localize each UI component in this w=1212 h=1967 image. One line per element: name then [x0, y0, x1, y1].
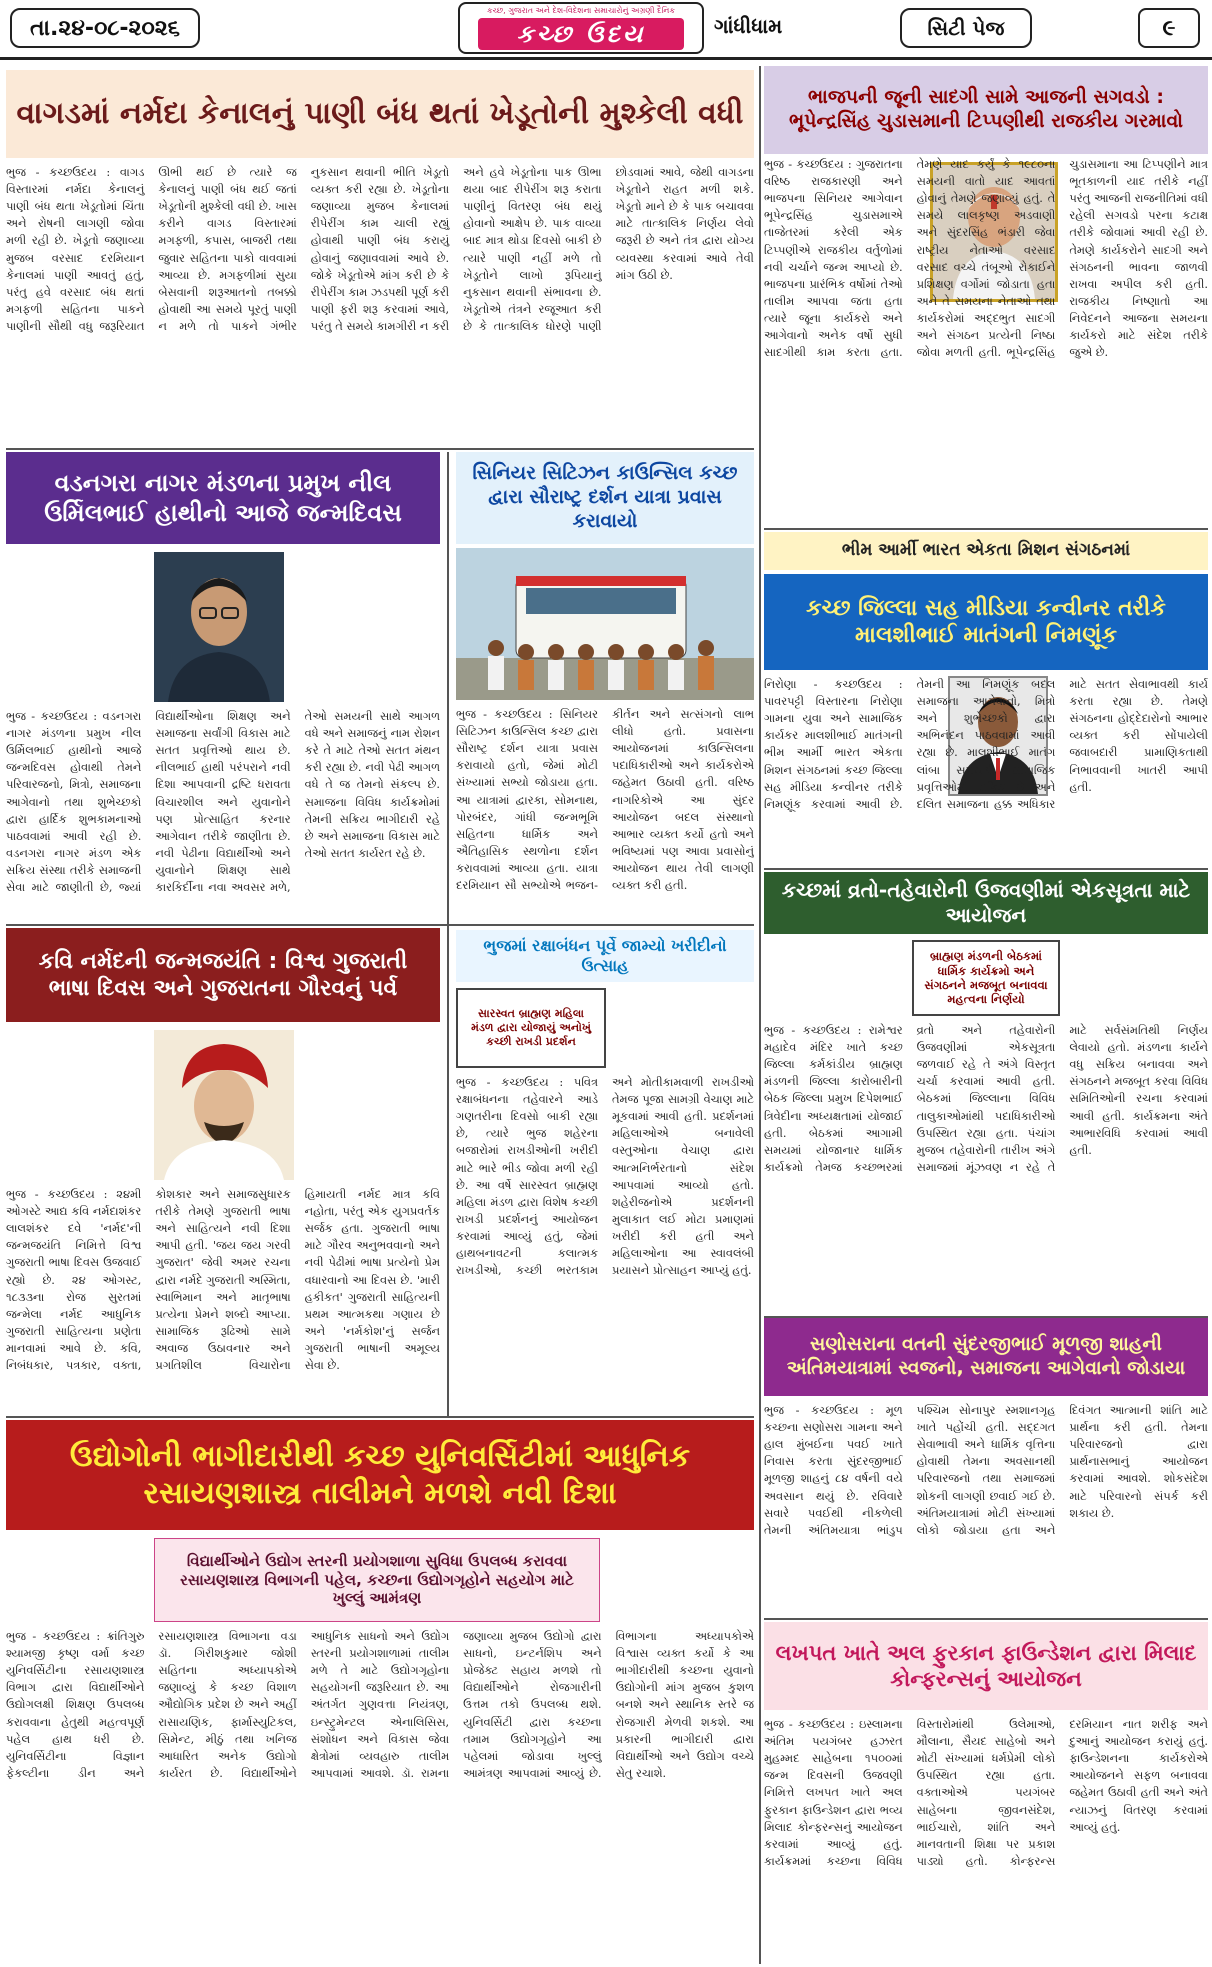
- bhupendrasinh-headline: ભાજપની જૂની સાદગી સામે આજની સગવડો : ભૂપેન્દ્રસિંહ ચુડાસમાની ટિપ્પણીથી રાજકીય ગરમાવો: [764, 66, 1208, 154]
- bhim-army-kicker: ભીમ આર્મી ભારત એકતા મિશન સંગઠનમાં: [764, 532, 1208, 570]
- nagar-mandal-headline: વડનગરા નાગર મંડળના પ્રમુખ નીલ ઉર્મિલભાઈ હાથીનો આજે જન્મદિવસ: [6, 452, 440, 544]
- senior-citizen-headline: સિનિયર સિટિઝન કાઉન્સિલ કચ્છ દ્વારા સૌરાષ્ટ્ર દર્શન યાત્રા પ્રવાસ કરાવાયો: [456, 452, 754, 544]
- page-number: ૯: [1138, 8, 1200, 48]
- narmada-body: ભુજ - કચ્છઉદય : વાગડ વિસ્તારમાં નર્મદા કેનાલનું પાણી બંધ થતા ખેડૂતોમાં ચિંતા અને રોષની લાગણી જોવા મળી રહી છે. ખેડૂતો જણાવ્યા મુજબ વરસાદ દરમિયાન કેનાલમાં પાણી આવતું હતું, પરંતુ હવે વરસાદ બંધ થતાં મગફળી સહિતના પાકને પાણીની સૌથી વધુ જરૂરિયાત ઊભી થઈ છે ત્યારે જ કેનાલનું પાણી બંધ થઈ જતાં ખેડૂતોની મુશ્કેલી વધી છે. ખાસ કરીને વાગડ વિસ્તારમાં મગફળી, કપાસ, બાજરી તથા જુવાર સહિતના પાકો વાવવામાં આવ્યા છે. મગફળીમાં સુયા બેસવાની શરૂઆતનો તબક્કો હોવાથી આ સમયે પૂરતું પાણી ન મળે તો પાકને ગંભીર નુકસાન થવાની ભીતિ ખેડૂતો વ્યક્ત કરી રહ્યા છે. ખેડૂતોના જણાવ્યા મુજબ કેનાલમાં રીપેરીંગ કામ ચાલી રહ્યું હોવાથી પાણી બંધ કરાયું હોવાનું જણાવવામાં આવે છે. જોકે ખેડૂતોએ માંગ કરી છે કે રીપેરીંગ કામ ઝડપથી પૂર્ણ કરી પાણી ફરી શરૂ કરવામાં આવે, પરંતુ તે સમયે કામગીરી ન કરી અને હવે ખેડૂતોના પાક ઊભા થયા બાદ રીપેરીંગ શરૂ કરાતા પાણીનું વિતરણ બંધ થયું હોવાનો આક્ષેપ છે. પાક વાવ્યા બાદ માત્ર થોડા દિવસો બાકી છે ત્યારે પાણી નહીં મળે તો ખેડૂતોને લાખો રૂપિયાનું નુકસાન થવાની સંભાવના છે. ખેડૂતોએ તંત્રને રજૂઆત કરી છે કે તાત્કાલિક ધોરણે પાણી છોડવામાં આવે, જેથી વાગડના ખેડૂતોને રાહત મળી શકે. ખેડૂતો માને છે કે પાક બચાવવા માટે તાત્કાલિક નિર્ણય લેવો જરૂરી છે અને તંત્ર દ્વારા યોગ્ય વ્યવસ્થા કરવામાં આવે તેવી માંગ ઉઠી છે.: [6, 165, 754, 333]
- section-divider: [764, 528, 1208, 530]
- university-subhead-box: વિદ્યાર્થીઓને ઉદ્યોગ સ્તરની પ્રયોગશાળા સુવિધા ઉપલબ્ધ કરાવવા રસાયણશાસ્ત્ર વિભાગની પહેલ, કચ્છના ઉદ્યોગગૃહોને સહયોગ માટે ખુલ્લું આમંત્રણ: [154, 1538, 600, 1622]
- logo-wordmark: કચ્છ ઉદય: [478, 18, 684, 50]
- narmada-headline: વાગડમાં નર્મદા કેનાલનું પાણી બંધ થતાં ખેડૂતોની મુશ્કેલી વધી: [6, 70, 754, 158]
- bhim-army-headline: કચ્છ જિલ્લા સહ મીડિયા કન્વીનર તરીકે માલશીભાઈ માતંગની નિમણૂંક: [764, 574, 1208, 670]
- group-travel-photo: [456, 548, 754, 700]
- nagar-mandal-body: ભુજ - કચ્છઉદય : વડનગરા નાગર મંડળના પ્રમુખ નીલ ઉર્મિલભાઈ હાથીનો આજે જન્મદિવસ હોવાથી તેમને પરિવારજનો, મિત્રો, સમાજના આગેવાનો તથા શુભેચ્છકો દ્વારા હાર્દિક શુભકામનાઓ પાઠવવામાં આવી રહી છે. વડનગરા નાગર મંડળ એક સક્રિય સંસ્થા તરીકે સમાજની સેવા માટે જાણીતી છે, જ્યાં વિદ્યાર્થીઓના શિક્ષણ અને સમાજના સર્વાંગી વિકાસ માટે સતત પ્રવૃત્તિઓ થાય છે. નીલભાઈ હાથી પરંપરાને નવી દિશા આપવાની દ્રષ્ટિ ધરાવતા વિચારશીલ અને યુવાનોને પણ પ્રોત્સાહિત કરનાર આગેવાન તરીકે જાણીતા છે. નવી પેઢીના વિદ્યાર્થીઓ અને યુવાનોને શિક્ષણ સાથે કારકિર્દીના નવા અવસર મળે, તેઓ સમયની સાથે આગળ વધે અને સમાજનું નામ રોશન કરે તે માટે તેઓ સતત મંથન કરી રહ્યા છે. નવી પેઢી આગળ વધે તે જ તેમનો સંકલ્પ છે. સમાજના વિવિધ કાર્યક્રમોમાં તેમની સક્રિય ભાગીદારી રહે છે અને સમાજના વિકાસ માટે તેઓ સતત કાર્યરત રહે છે.: [6, 709, 440, 895]
- university-headline: ઉદ્યોગોની ભાગીદારીથી કચ્છ યુનિવર્સિટીમાં આધુનિક રસાયણશાસ્ત્ર તાલીમને મળશે નવી દિશા: [6, 1420, 754, 1530]
- section-divider: [764, 868, 1208, 870]
- senior-citizen-body: ભુજ - કચ્છઉદય : સિનિયર સિટિઝન કાઉન્સિલ કચ્છ દ્વારા સૌરાષ્ટ્ર દર્શન યાત્રા પ્રવાસ કરાવાયો હતો, જેમાં મોટી સંખ્યામાં સભ્યો જોડાયા હતા. આ યાત્રામાં દ્વારકા, સોમનાથ, પોરબંદર, ગાંધી જન્મભૂમિ સહિતના ધાર્મિક અને ઐતિહાસિક સ્થળોના દર્શન કરાવવામાં આવ્યા હતા. યાત્રા દરમિયાન સૌ સભ્યોએ ભજન-કીર્તન અને સત્સંગનો લાભ લીધો હતો. પ્રવાસના આયોજનમાં કાઉન્સિલના પદાધિકારીઓ અને કાર્યકરોએ જહેમત ઉઠાવી હતી. વરિષ્ઠ નાગરિકોએ આ સુંદર આયોજન બદલ સંસ્થાનો આભાર વ્યક્ત કર્યો હતો અને ભવિષ્યમાં પણ આવા પ્રવાસોનું આયોજન થાય તેવી લાગણી વ્યક્ત કરી હતી.: [456, 707, 754, 893]
- masthead: [0, 0, 1212, 60]
- university-body: ભુજ - કચ્છઉદય : ક્રાંતિગુરુ શ્યામજી કૃષ્ણ વર્મા કચ્છ યુનિવર્સિટીના રસાયણશાસ્ત્ર વિભાગ દ્વારા વિદ્યાર્થીઓને ઉદ્યોગલક્ષી શિક્ષણ ઉપલબ્ધ કરાવવાના હેતુથી મહત્વપૂર્ણ પહેલ હાથ ધરી છે. યુનિવર્સિટીના વિજ્ઞાન ફેકલ્ટીના ડીન અને રસાયણશાસ્ત્ર વિભાગના વડા ડૉ. ગિરીશકુમાર જોશી સહિતના અધ્યાપકોએ જણાવ્યું કે કચ્છ વિશાળ ઔદ્યોગિક પ્રદેશ છે અને અહીં રાસાયણિક, ફાર્માસ્યુટિકલ, સિમેન્ટ, મીઠું તથા ખનિજ આધારિત અનેક ઉદ્યોગો કાર્યરત છે. વિદ્યાર્થીઓને આધુનિક સાધનો અને ઉદ્યોગ સ્તરની પ્રયોગશાળામાં તાલીમ મળે તે માટે ઉદ્યોગગૃહોના સહયોગની જરૂરિયાત છે. આ અંતર્ગત ગુણવત્તા નિયંત્રણ, ઇન્સ્ટ્રુમેન્ટલ એનાલિસિસ, સંશોધન અને વિકાસ જેવા ક્ષેત્રોમાં વ્યવહારુ તાલીમ આપવામાં આવશે. ડૉ. રામના જણાવ્યા મુજબ ઉદ્યોગો દ્વારા સાધનો, ઇન્ટર્નશિપ અને પ્રોજેક્ટ સહાય મળશે તો વિદ્યાર્થીઓને રોજગારીની ઉત્તમ તકો ઉપલબ્ધ થશે. યુનિવર્સિટી દ્વારા કચ્છના તમામ ઉદ્યોગગૃહોને આ પહેલમાં જોડાવા ખુલ્લું આમંત્રણ આપવામાં આવ્યું છે. વિભાગના અધ્યાપકોએ વિશ્વાસ વ્યક્ત કર્યો કે આ ભાગીદારીથી કચ્છના યુવાનો ઉદ્યોગોની માંગ મુજબ કુશળ બનશે અને સ્થાનિક સ્તરે જ રોજગારી મેળવી શકશે. આ પ્રકારની ભાગીદારી દ્વારા વિદ્યાર્થીઓ અને ઉદ્યોગ વચ્ચે સેતુ રચાશે.: [6, 1629, 754, 1780]
- edition-city: ગાંધીધામ: [714, 14, 783, 38]
- sundarji-headline: સણોસરાના વતની સુંદરજીભાઈ મૂળજી શાહની અંતિમયાત્રામાં સ્વજનો, સમાજના આગેવાનો જોડાયા: [764, 1318, 1208, 1396]
- tehvar-body: ભુજ - કચ્છઉદય : રામેશ્વર મહાદેવ મંદિર ખાતે કચ્છ જિલ્લા કર્મકાંડીય બ્રાહ્મણ મંડળની જિલ્લા કારોબારીની બેઠક જિલ્લા પ્રમુખ દિપેશભાઈ ત્રિવેદીના અધ્યક્ષતામાં યોજાઈ હતી. બેઠકમાં આગામી સમયમાં યોજાનાર ધાર્મિક કાર્યક્રમો તેમજ કચ્છભરમાં વ્રતો અને તહેવારોની ઉજવણીમાં એકસૂત્રતા જળવાઈ રહે તે અંગે વિસ્તૃત ચર્ચા કરવામાં આવી હતી. બેઠકમાં જિલ્લાના વિવિધ તાલુકાઓમાંથી પદાધિકારીઓ ઉપસ્થિત રહ્યા હતા. પંચાંગ મુજબ તહેવારોની તારીખ અંગે સમાજમાં મૂંઝવણ ન રહે તે માટે સર્વસંમતિથી નિર્ણય લેવાયો હતો. મંડળના કાર્યને વધુ સક્રિય બનાવવા અને સંગઠનને મજબૂત કરવા વિવિધ સમિતિઓની રચના કરવામાં આવી હતી. કાર્યક્રમના અંતે આભારવિધિ કરવામાં આવી હતી.: [764, 1023, 1208, 1174]
- section-divider: [6, 1416, 754, 1418]
- bhupendrasinh-body: ભુજ - કચ્છઉદય : ગુજરાતના વરિષ્ઠ રાજકારણી અને ભાજપના સિનિયર આગેવાન ભૂપેન્દ્રસિંહ ચુડાસમાએ તાજેતરમાં કરેલી એક ટિપ્પણીએ રાજકીય વર્તુળોમાં નવી ચર્ચાને જન્મ આપ્યો છે. ભાજપના પ્રારંભિક વર્ષોમાં તેઓ તાલીમ આપવા જતા હતા ત્યારે જૂના કાર્યકરો અને આગેવાનો અનેક વર્ષો સુધી સાદગીથી કામ કરતા હતા. તેમણે યાદ કર્યું કે ૧૯૮૦ના સમયની વાતો યાદ આવતાં હોવાનું તેમણે જણાવ્યું હતું. તે સમયે લાલકૃષ્ણ અડવાણી અને સુંદરસિંહ ભંડારી જેવા રાષ્ટ્રીય નેતાઓ વરસાદ વરસાદ વચ્ચે તંબૂઓ રોકાઈને પ્રશિક્ષણ વર્ગોમાં જોડાતા હતા અને તે સમયના નેતાઓ તથા કાર્યકરોમાં અદ્દભુત સાદગી અને સંગઠન પ્રત્યેની નિષ્ઠા જોવા મળતી હતી. ભૂપેન્દ્રસિંહ ચુડાસમાના આ ટિપ્પણીને માત્ર ભૂતકાળની યાદ તરીકે નહીં પરંતુ આજની રાજનીતિમાં વધી રહેલી સગવડો પરના કટાક્ષ તરીકે જોવામાં આવી રહી છે. તેમણે કાર્યકરોને સાદગી અને સંગઠનની ભાવના જાળવી રાખવા અપીલ કરી હતી. રાજકીય નિષ્ણાતો આ નિવેદનને આજના સમયના કાર્યકરો માટે સંદેશ તરીકે જુએ છે.: [764, 157, 1208, 360]
- nagar-president-photo: [154, 552, 284, 702]
- milad-body: ભુજ - કચ્છઉદય : ઇસ્લામના અંતિમ પયગંબર હઝરત મુહમ્મદ સાહેબના ૧૫૦૦માં જન્મ દિવસની ઉજવણી નિમિત્તે લખપત ખાતે અલ ફુરકાન ફાઉન્ડેશન દ્વારા ભવ્ય મિલાદ કોન્ફરન્સનું આયોજન કરવામાં આવ્યું હતું. કાર્યક્રમમાં કચ્છના વિવિધ વિસ્તારોમાંથી ઉલેમાઓ, મૌલાના, સૈયદ સાહેબો અને મોટી સંખ્યામાં ધર્મપ્રેમી લોકો ઉપસ્થિત રહ્યા હતા. વક્તાઓએ પયગંબર સાહેબના જીવનસંદેશ, ભાઈચારો, શાંતિ અને માનવતાની શિક્ષા પર પ્રકાશ પાડ્યો હતો. કોન્ફરન્સ દરમિયાન નાત શરીફ અને દુઆનું આયોજન કરાયું હતું. ફાઉન્ડેશનના કાર્યકરોએ આયોજનને સફળ બનાવવા જહેમત ઉઠાવી હતી અને અંતે ન્યાઝનું વિતરણ કરવામાં આવ્યું હતું.: [764, 1717, 1208, 1868]
- section-divider: [764, 1316, 1208, 1318]
- raksha-body: ભુજ - કચ્છઉદય : પવિત્ર રક્ષાબંધનના તહેવારને આડે ગણતરીના દિવસો બાકી રહ્યા છે, ત્યારે ભુજ શહેરના બજારોમાં રાખડીઓની ખરીદી માટે ભારે ભીડ જોવા મળી રહી છે. આ વર્ષે સારસ્વત બ્રાહ્મણ મહિલા મંડળ દ્વારા વિશેષ કચ્છી રાખડી પ્રદર્શનનું આયોજન કરવામાં આવ્યું હતું, જેમાં હાથબનાવટની કલાત્મક રાખડીઓ, કચ્છી ભરતકામ અને મોતીકામવાળી રાખડીઓ તેમજ પૂજા સામગ્રી વેચાણ માટે મૂકવામાં આવી હતી. પ્રદર્શનમાં મહિલાઓએ બનાવેલી વસ્તુઓના વેચાણ દ્વારા આત્મનિર્ભરતાનો સંદેશ આપવામાં આવ્યો હતો. શહેરીજનોએ પ્રદર્શનની મુલાકાત લઈ મોટા પ્રમાણમાં ખરીદી કરી હતી અને મહિલાઓના આ સ્વાવલંબી પ્રયાસને પ્રોત્સાહન આપ્યું હતું.: [456, 1075, 754, 1278]
- issue-date: તા.૨૪-૦૮-૨૦૨૬: [10, 8, 200, 48]
- page-section: સિટી પેજ: [900, 8, 1032, 48]
- logo-tagline: કચ્છ, ગુજરાત અને દેશ-વિદેશના સમાચારોનું અગ્રણી દૈનિક: [487, 6, 675, 15]
- narmad-body: ભુજ - કચ્છઉદય : ૨૪મી ઓગસ્ટે આદ્ય કવિ નર્મદાશંકર લાલશંકર દવે 'નર્મદ'ની જન્મજયંતિ નિમિત્તે વિશ્વ ગુજરાતી ભાષા દિવસ ઉજવાઈ રહ્યો છે. ૨૪ ઓગસ્ટ, ૧૮૩૩ના રોજ સુરતમાં જન્મેલા નર્મદ આધુનિક ગુજરાતી સાહિત્યના પ્રણેતા માનવામાં આવે છે. કવિ, નિબંધકાર, પત્રકાર, વક્તા, કોશકાર અને સમાજસુધારક તરીકે તેમણે ગુજરાતી ભાષા અને સાહિત્યને નવી દિશા આપી હતી. 'જય જય ગરવી ગુજરાત' જેવી અમર રચના દ્વારા નર્મદે ગુજરાતી અસ્મિતા, સ્વાભિમાન અને માતૃભાષા પ્રત્યેના પ્રેમને શબ્દો આપ્યા. સામાજિક રૂઢિઓ સામે અવાજ ઉઠાવનાર અને પ્રગતિશીલ વિચારોના હિમાયતી નર્મદ માત્ર કવિ નહોતા, પરંતુ એક યુગપ્રવર્તક સર્જક હતા. ગુજરાતી ભાષા માટે ગૌરવ અનુભવવાનો અને નવી પેઢીમાં ભાષા પ્રત્યેનો પ્રેમ વધારવાનો આ દિવસ છે. 'મારી હકીકત' ગુજરાતી સાહિત્યની પ્રથમ આત્મકથા ગણાય છે અને 'નર્મકોશ'નું સર્જન ગુજરાતી ભાષાની અમૂલ્ય સેવા છે.: [6, 1187, 440, 1373]
- poet-narmad-portrait: [154, 1030, 294, 1180]
- sundarji-body: ભુજ - કચ્છઉદય : મૂળ કચ્છના સણોસરા ગામના અને હાલ મુંબઈના પવઈ ખાતે નિવાસ કરતા સુંદરજીભાઈ મૂળજી શાહનું ૮૪ વર્ષની વયે અવસાન થયું છે. રવિવારે સવારે પવઈથી નીકળેલી તેમની અંતિમયાત્રા ભાંડુપ પશ્ચિમ સોનાપુર સ્મશાનગૃહ ખાતે પહોંચી હતી. સદ્દગત સેવાભાવી અને ધાર્મિક વૃત્તિના હોવાથી તેમના અવસાનથી પરિવારજનો તથા સમાજમાં શોકની લાગણી છવાઈ ગઈ છે. અંતિમયાત્રામાં મોટી સંખ્યામાં લોકો જોડાયા હતા અને દિવંગત આત્માની શાંતિ માટે પ્રાર્થના કરી હતી. તેમના પરિવારજનો દ્વારા પ્રાર્થનાસભાનું આયોજન કરવામાં આવશે. શોકસંદેશ માટે પરિવારનો સંપર્ક કરી શકાય છે.: [764, 1403, 1208, 1537]
- narmad-headline: કવિ નર્મદની જન્મજયંતિ : વિશ્વ ગુજરાતી ભાષા દિવસ અને ગુજરાતના ગૌરવનું પર્વ: [6, 928, 440, 1022]
- bhim-army-body: નિરોણા - કચ્છઉદય : પાવરપટ્ટી વિસ્તારના નિરોણા ગામના યુવા અને સામાજિક કાર્યકર માલશીભાઈ માતંગની ભીમ આર્મી ભારત એકતા મિશન સંગઠનમાં કચ્છ જિલ્લા સહ મીડિયા કન્વીનર તરીકે નિમણૂંક કરવામાં આવી છે. તેમની આ નિમણૂંક બદલ સમાજના આગેવાનો, મિત્રો અને શુભેચ્છકો દ્વારા અભિનંદન પાઠવવામાં આવી રહ્યા છે. માલશીભાઈ માતંગ લાંબા સમયથી સામાજિક પ્રવૃત્તિઓમાં સક્રિય છે અને દલિત સમાજના હક્ક અધિકાર માટે સતત સેવાભાવથી કાર્ય કરતા રહ્યા છે. તેમણે સંગઠનના હોદ્દેદારોનો આભાર વ્યક્ત કરી સોંપાયેલી જવાબદારી પ્રામાણિકતાથી નિભાવવાની ખાતરી આપી હતી.: [764, 677, 1208, 811]
- raksha-headline: ભુજમાં રક્ષાબંધન પૂર્વે જામ્યો ખરીદીનો ઉત્સાહ: [456, 930, 754, 982]
- column-divider: [447, 452, 449, 1416]
- section-divider: [6, 924, 754, 926]
- tehvar-subhead-box: બ્રાહ્મણ મંડળની બેઠકમાં ધાર્મિક કાર્યક્રમો અને સંગઠનને મજબૂત બનાવવા મહત્વના નિર્ણયો: [912, 940, 1060, 1016]
- section-divider: [6, 448, 754, 450]
- raksha-subhead-box: સારસ્વત બ્રાહ્મણ મહિલા મંડળ દ્વારા યોજાયું અનોખું કચ્છી રાખડી પ્રદર્શન: [456, 988, 606, 1068]
- tehvar-headline: કચ્છમાં વ્રતો-તહેવારોની ઉજવણીમાં એકસૂત્રતા માટે આયોજન: [764, 872, 1208, 934]
- milad-headline: લખપત ખાતે અલ ફુરકાન ફાઉન્ડેશન દ્વારા મિલાદ કોન્ફરન્સનું આયોજન: [764, 1622, 1208, 1710]
- section-divider: [764, 1618, 1208, 1620]
- column-divider: [759, 66, 761, 1964]
- newspaper-logo: [458, 2, 704, 54]
